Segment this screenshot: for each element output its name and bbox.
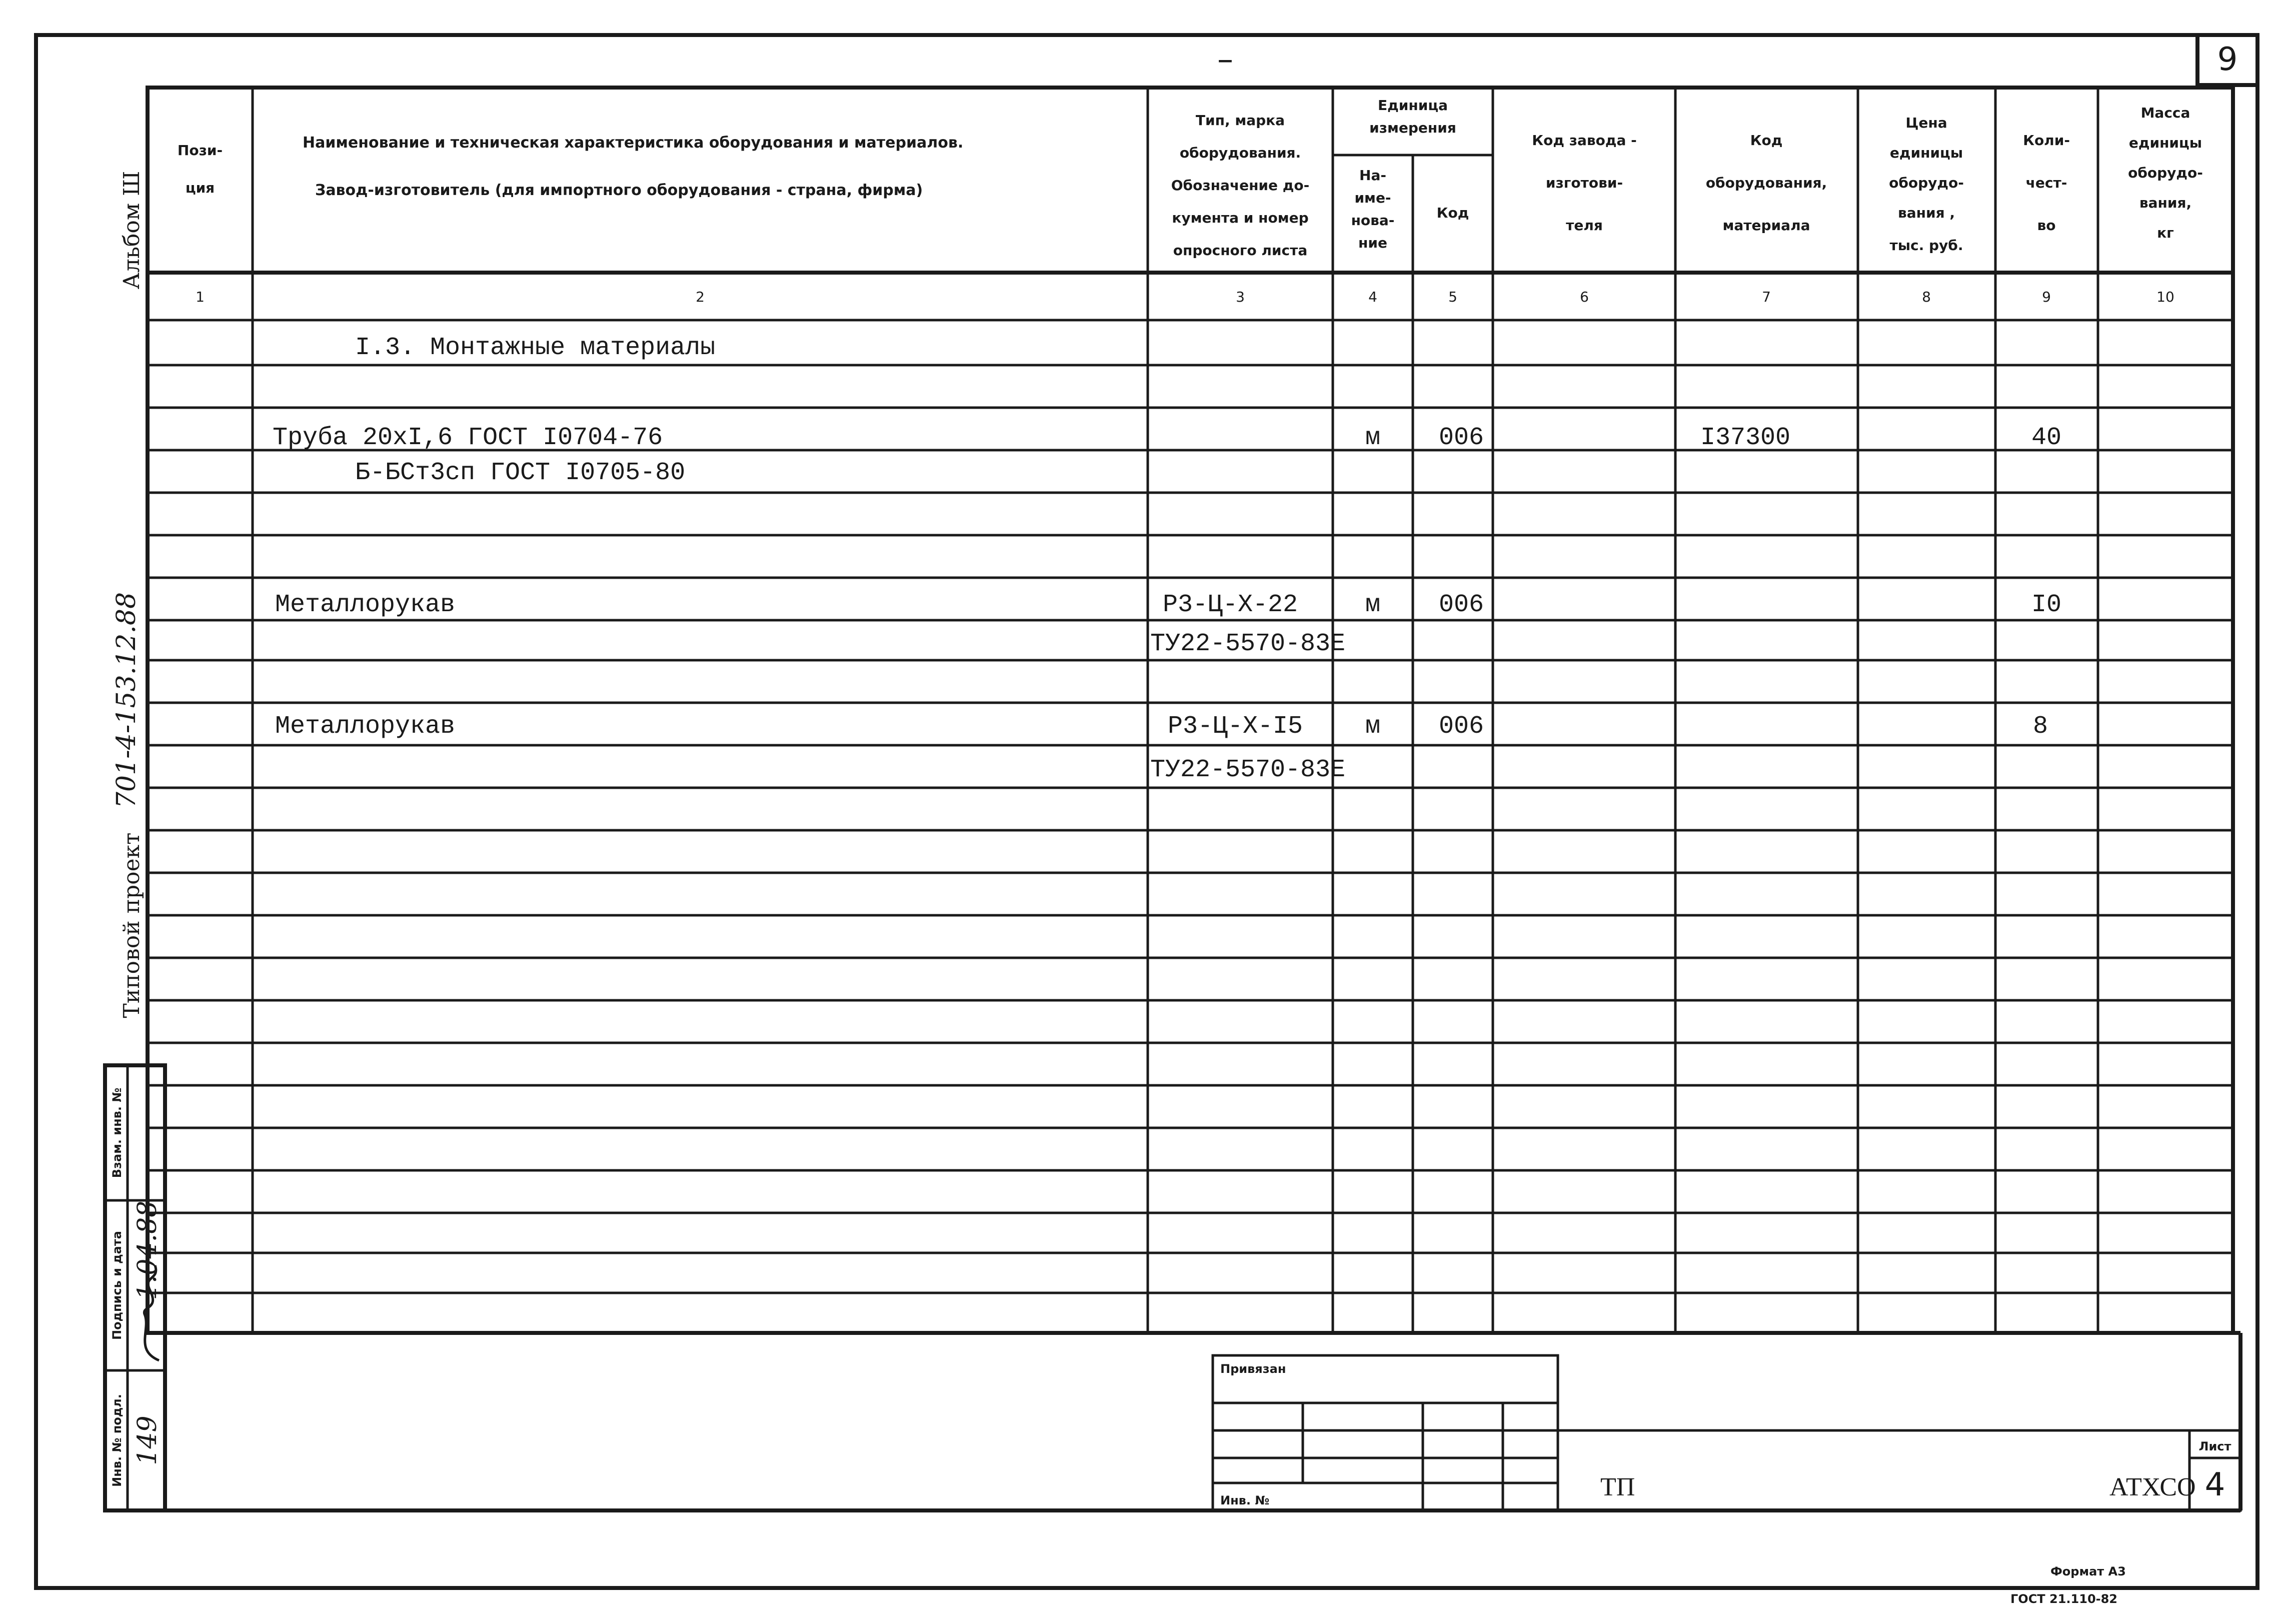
table-row [355,459,685,487]
svg-text:8: 8 [1922,289,1931,305]
svg-text:Завод-изготовитель (для импор: Завод-изготовитель (для импортного оборудования - страна, фирма) [315,182,923,199]
svg-text:Привязан: Привязан [1220,1362,1286,1376]
svg-text:006: 006 [1438,424,1484,452]
table-row [273,424,2061,452]
svg-text:Обозначение до-: Обозначение до- [1171,177,1310,194]
svg-text:име-: име- [1354,190,1391,206]
svg-text:ТП: ТП [1600,1473,1635,1501]
svg-text:нова-: нова- [1351,212,1395,229]
svg-text:149: 149 [133,1415,163,1465]
svg-text:кумента и номер: кумента и номер [1172,210,1309,226]
svg-text:материала: материала [1722,217,1810,234]
svg-text:1: 1 [196,289,205,305]
svg-text:Металлорукав: Металлорукав [275,591,456,619]
title-block [165,1333,2240,1510]
table-header [178,97,2203,259]
svg-text:4: 4 [1368,289,1377,305]
table-row [275,591,2061,619]
svg-text:ние: ние [1358,235,1387,251]
top-mark: – [1217,41,1233,78]
svg-text:Подпись и дата: Подпись и дата [110,1231,124,1340]
svg-text:ТУ22-5570-83Е: ТУ22-5570-83Е [1150,756,1346,784]
svg-text:АТХСО: АТХСО [2109,1473,2196,1501]
svg-text:опросного листа: опросного листа [1173,242,1308,259]
svg-text:I37300: I37300 [1700,424,1791,452]
svg-text:Инв. № подл.: Инв. № подл. [110,1394,124,1487]
svg-text:м: м [1365,424,1381,452]
svg-text:7: 7 [1762,289,1771,305]
svg-text:чест-: чест- [2025,175,2067,191]
svg-text:единицы: единицы [2128,135,2202,151]
section-title: I.3. Монтажные материалы [355,334,716,362]
svg-text:оборудо-: оборудо- [2128,165,2203,181]
svg-text:Взам. инв. №: Взам. инв. № [110,1087,124,1178]
format-label: Формат А3 [2050,1564,2126,1578]
row-lines [148,365,2233,1293]
svg-text:вания,: вания, [2139,195,2192,211]
svg-text:На-: На- [1359,167,1386,184]
svg-text:вания ,: вания , [1898,205,1955,221]
svg-text:Б-БСт3сп ГОСТ I0705-80: Б-БСт3сп ГОСТ I0705-80 [355,459,686,487]
svg-text:9: 9 [2042,289,2051,305]
svg-text:8: 8 [2032,712,2048,741]
svg-text:Цена: Цена [1905,115,1947,131]
svg-text:Пози-: Пози- [177,142,223,159]
approval-stamp [105,1065,165,1510]
svg-text:ция: ция [185,180,215,196]
svg-text:Р3-Ц-Х-I5: Р3-Ц-Х-I5 [1168,712,1303,741]
gost-label: ГОСТ 21.110-82 [2010,1592,2118,1606]
svg-text:теля: теля [1566,217,1603,234]
svg-text:оборудования,: оборудования, [1705,175,1827,191]
svg-text:I0: I0 [2031,591,2062,619]
svg-text:Металлорукав: Металлорукав [275,712,456,741]
svg-text:4: 4 [2204,1466,2225,1503]
svg-text:м: м [1365,712,1381,741]
svg-text:ТУ22-5570-83Е: ТУ22-5570-83Е [1150,630,1346,658]
svg-text:тыс. руб.: тыс. руб. [1889,237,1963,254]
svg-text:Коли-: Коли- [2023,132,2070,149]
svg-text:Код: Код [1750,132,1783,149]
svg-text:006: 006 [1438,591,1484,619]
svg-text:изготови-: изготови- [1545,175,1623,191]
svg-text:Единица: Единица [1378,97,1448,114]
svg-text:6: 6 [1580,289,1589,305]
svg-text:во: во [2037,217,2056,234]
svg-text:Тип, марка: Тип, марка [1195,112,1285,129]
svg-text:1.04.88: 1.04.88 [133,1200,163,1300]
table-row [1150,630,1345,658]
svg-text:Код: Код [1436,205,1469,221]
svg-text:Код завода -: Код завода - [1532,132,1637,149]
table-row [275,712,2048,741]
svg-text:Труба 20хI,6 ГОСТ I0704-76: Труба 20хI,6 ГОСТ I0704-76 [273,424,663,452]
svg-text:кг: кг [2157,225,2174,241]
album-label: Альбом Ш [119,171,145,290]
svg-text:оборудо-: оборудо- [1889,175,1964,191]
svg-text:Масса: Масса [2140,105,2190,121]
svg-text:Лист: Лист [2198,1439,2231,1453]
svg-text:10: 10 [2156,289,2174,305]
svg-text:Наименование и техническая хар: Наименование и техническая характеристика оборудования и материалов. [303,134,964,152]
project-label: Типовой проект [119,832,145,1018]
svg-text:Инв. №: Инв. № [1220,1493,1270,1507]
svg-text:м: м [1365,591,1381,619]
svg-text:5: 5 [1448,289,1457,305]
page-number: 9 [2217,41,2238,78]
svg-text:2: 2 [696,289,705,305]
svg-text:006: 006 [1438,712,1484,741]
project-number: 701-4-153.12.88 [112,592,142,809]
svg-text:единицы: единицы [1889,145,1963,161]
table-row [1150,756,1345,784]
svg-text:измерения: измерения [1369,120,1456,136]
svg-text:3: 3 [1236,289,1245,305]
column-numbers [196,289,2174,305]
svg-text:40: 40 [2031,424,2062,452]
svg-text:оборудования.: оборудования. [1179,145,1301,161]
svg-text:Р3-Ц-Х-22: Р3-Ц-Х-22 [1163,591,1298,619]
